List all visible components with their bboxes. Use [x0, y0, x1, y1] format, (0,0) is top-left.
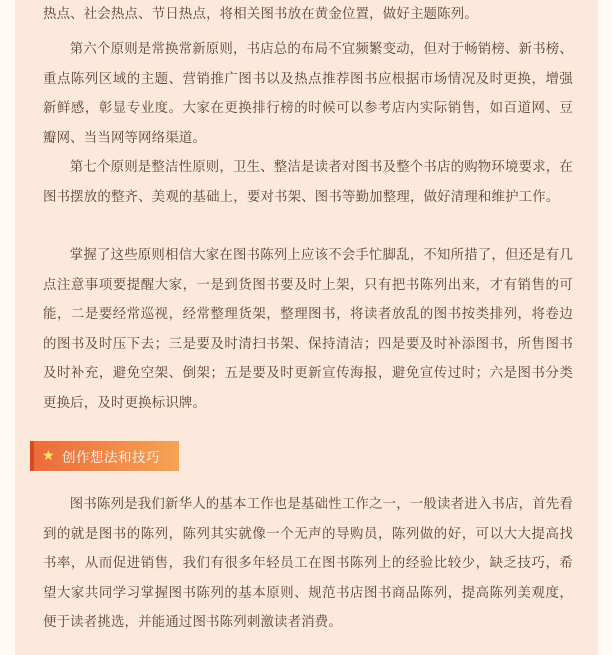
- paragraph-hot-topics-continued: 热点、社会热点、节日热点，将相关图书放在黄金位置，做好主题陈列。: [43, 7, 478, 22]
- section-heading-title: 创作想法和技巧: [62, 450, 160, 466]
- paragraph-principle-six: 第六个原则是常换常新原则，书店总的布局不宜频繁变动，但对于畅销榜、新书榜、重点陈列区域的主题、营销推广图书以及热点推荐图书应根据市场情况及时更换，增强新鲜感，彰显专业度。大家在更换排行榜的时候可以参考店内实际销售，如百道网、豆瓣网、当当网等网络渠道。: [43, 42, 573, 146]
- paragraph-precautions: 掌握了这些原则相信大家在图书陈列上应该不会手忙脚乱，不知所措了，但还是有几点注意事项要提醒大家，一是到货图书要及时上架，只有把书陈列出来，才有销售的可能，二是要经常巡视，经常整理货架，整理图书，将读者放乱的图书按类排列，将卷边的图书及时压下去；三是要及时清扫书架、保持清洁；四是要及时补添图书，所售图书及时补充，避免空架、倒架；五是要及时更新宣传海报，避免宣传过时；六是图书分类更换后，及时更换标识牌。: [43, 248, 573, 411]
- paragraph-principle-seven: 第七个原则是整洁性原则，卫生、整洁是读者对图书及整个书店的购物环境要求，在图书摆放的整齐、美观的基础上，要对书架、图书等勤加整理，做好清理和维护工作。: [43, 160, 573, 205]
- paragraph-display-importance: 图书陈列是我们新华人的基本工作也是基础性工作之一，一般读者进入书店，首先看到的就是图书的陈列，陈列其实就像一个无声的导购员，陈列做的好，可以大大提高找书率，从而促进销售，我们有很多年轻员工在图书陈列上的经验比较少，缺乏技巧，希望大家共同学习掌握图书陈列的基本原则、规范书店图书商品陈列，提高陈列美观度，便于读者挑选，并能通过图书陈列刺激读者消费。: [43, 497, 573, 630]
- star-icon: ★: [42, 448, 55, 464]
- section-heading: [30, 441, 179, 471]
